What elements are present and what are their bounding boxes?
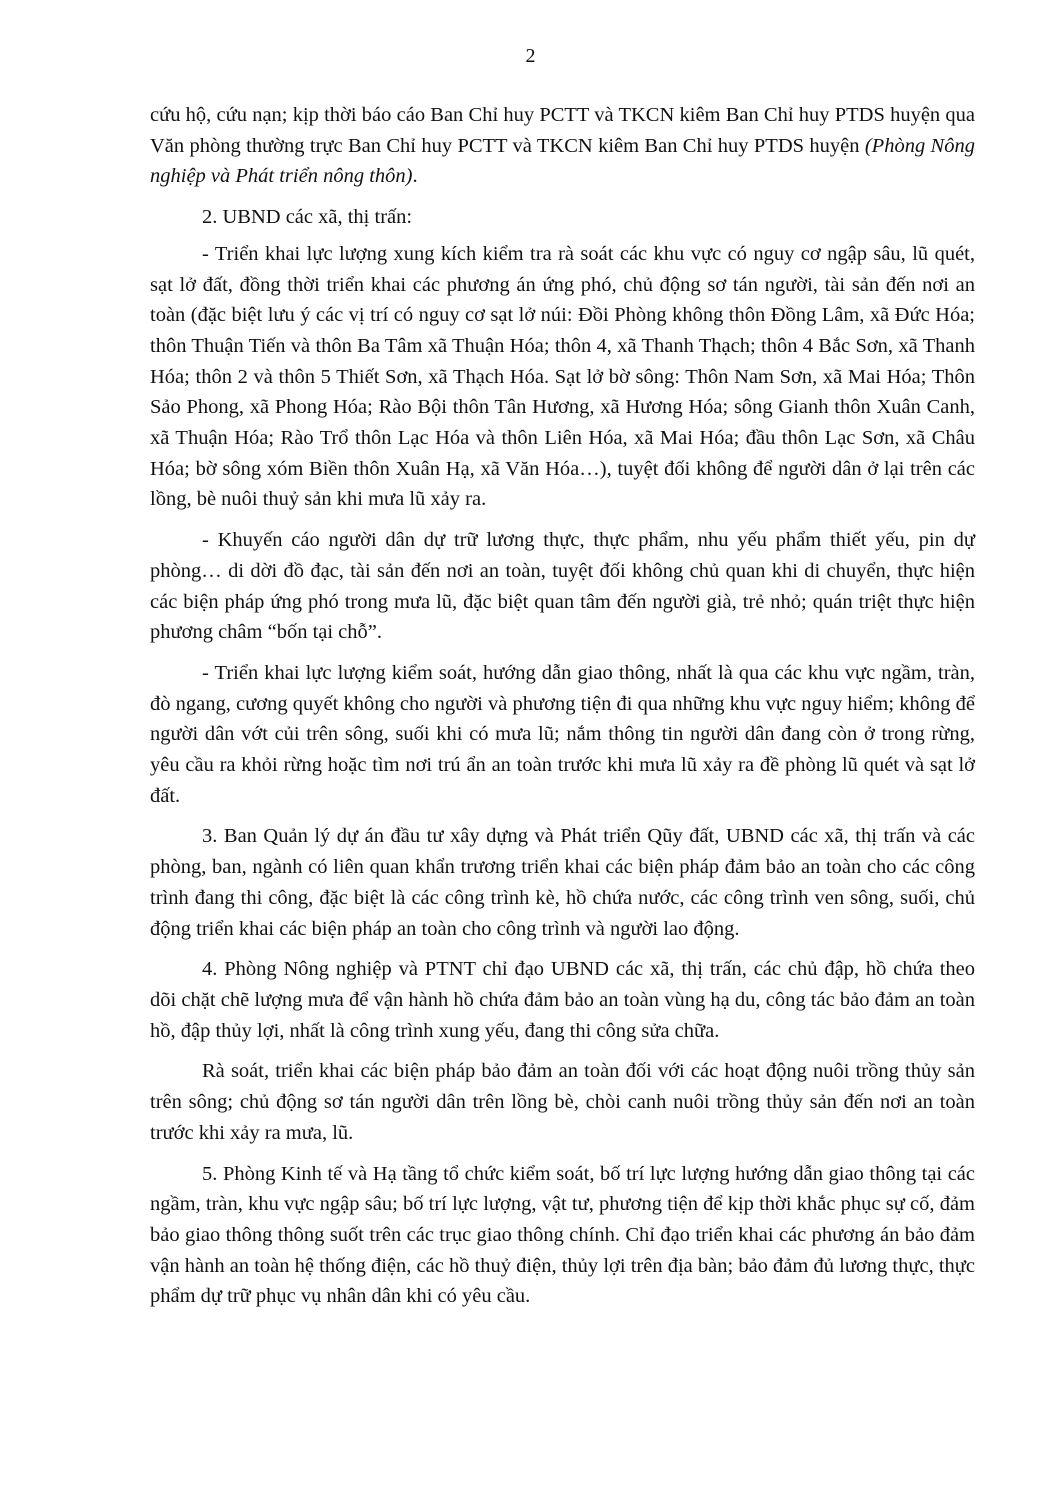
paragraph-advisory: - Khuyến cáo người dân dự trữ lương thực, thực phẩm, nhu yếu phẩm thiết yếu, pin dự phòng… di dời đồ đạc, tài sản đến nơi an toàn, tuyệt đối không chủ quan khi di chuyển, thực hiện các biện pháp ứng phó trong mưa lũ, đặc biệt quan tâm đến người già, trẻ nhỏ; quán triệt thực hiện phương châm “bốn tại chỗ”. xyxy=(150,529,975,644)
paragraph-continuation xyxy=(150,100,975,192)
page-number: 2 xyxy=(525,45,536,67)
paragraph-continuation-italic: (Phòng Nông nghiệp và Phát triển nông thôn) xyxy=(150,134,975,188)
document-body xyxy=(150,100,975,1322)
paragraph-agriculture: 4. Phòng Nông nghiệp và PTNT chỉ đạo UBND các xã, thị trấn, các chủ đập, hồ chứa theo dõi chặt chẽ lượng mưa để vận hành hồ chứa đảm bảo an toàn vùng hạ du, công tác bảo đảm an toàn hồ, đập thủy lợi, nhất là công trình xung yếu, đang thi công sửa chữa. xyxy=(150,958,975,1042)
section-heading-ubnd: 2. UBND các xã, thị trấn: xyxy=(202,206,413,229)
paragraph-economy-infrastructure: 5. Phòng Kinh tế và Hạ tầng tổ chức kiểm soát, bố trí lực lượng hướng dẫn giao thông tại các ngầm, tràn, khu vực ngập sâu; bố trí lực lượng, vật tư, phương tiện để kịp thời khắc phục sự cố, đảm bảo giao thông thông suốt trên các trục giao thông chính. Chỉ đạo triển khai các phương án bảo đảm vận hành an toàn hệ thống điện, các hồ thuỷ điện, thủy lợi trên địa bàn; bảo đảm đủ lương thực, thực phẩm dự trữ phục vụ nhân dân khi có yêu cầu. xyxy=(150,1162,975,1308)
paragraph-project-management: 3. Ban Quản lý dự án đầu tư xây dựng và Phát triển Qũy đất, UBND các xã, thị trấn và các phòng, ban, ngành có liên quan khẩn trương triển khai các biện pháp đảm bảo an toàn cho các công trình đang thi công, đặc biệt là các công trình kè, hồ chứa nước, các công trình ven sông, suối, chủ động triển khai các biện pháp an toàn cho công trình và người lao động. xyxy=(150,825,975,940)
paragraph-rapid-response: - Triển khai lực lượng xung kích kiểm tra rà soát các khu vực có nguy cơ ngập sâu, lũ quét, sạt lở đất, đồng thời triển khai các phương án ứng phó, chủ động sơ tán người, tài sản đến nơi an toàn (đặc biệt lưu ý các vị trí có nguy cơ sạt lở núi: Đồi Phòng không thôn Đồng Lâm, xã Đức Hóa; thôn Thuận Tiến và thôn Ba Tâm xã Thuận Hóa; thôn 4, xã Thanh Thạch; thôn 4 Bắc Sơn, xã Thanh Hóa; thôn 2 và thôn 5 Thiết Sơn, xã Thạch Hóa. Sạt lở bờ sông: Thôn Nam Sơn, xã Mai Hóa; Thôn Sảo Phong, xã Phong Hóa; Rào Bội thôn Tân Hương, xã Hương Hóa; sông Gianh thôn Xuân Canh, xã Thuận Hóa; Rào Trổ thôn Lạc Hóa và thôn Liên Hóa, xã Mai Hóa; đầu thôn Lạc Sơn, xã Châu Hóa; bờ sông xóm Biền thôn Xuân Hạ, xã Văn Hóa…), tuyệt đối không để người dân ở lại trên các lồng, bè nuôi thuỷ sản khi mưa lũ xảy ra. xyxy=(150,242,975,511)
paragraph-aquaculture: Rà soát, triển khai các biện pháp bảo đảm an toàn đối với các hoạt động nuôi trồng thủy sản trên sông; chủ động sơ tán người dân trên lồng bè, chòi canh nuôi trồng thủy sản đến nơi an toàn trước khi xảy ra mưa, lũ. xyxy=(150,1060,975,1144)
paragraph-continuation-end: . xyxy=(412,165,418,188)
paragraph-traffic-control: - Triển khai lực lượng kiểm soát, hướng dẫn giao thông, nhất là qua các khu vực ngầm, tràn, đò ngang, cương quyết không cho người và phương tiện đi qua những khu vực nguy hiểm; không để người dân vớt củi trên sông, suối khi có mưa lũ; nắm thông tin người dân đang còn ở trong rừng, yêu cầu ra khỏi rừng hoặc tìm nơi trú ẩn an toàn trước khi mưa lũ xảy ra đề phòng lũ quét và sạt lở đất. xyxy=(150,661,975,807)
paragraph-continuation-text: cứu hộ, cứu nạn; kịp thời báo cáo Ban Chỉ huy PCTT và TKCN kiêm Ban Chỉ huy PTDS huyện qua Văn phòng thường trực Ban Chỉ huy PCTT và TKCN kiêm Ban Chỉ huy PTDS huyện xyxy=(150,104,975,157)
